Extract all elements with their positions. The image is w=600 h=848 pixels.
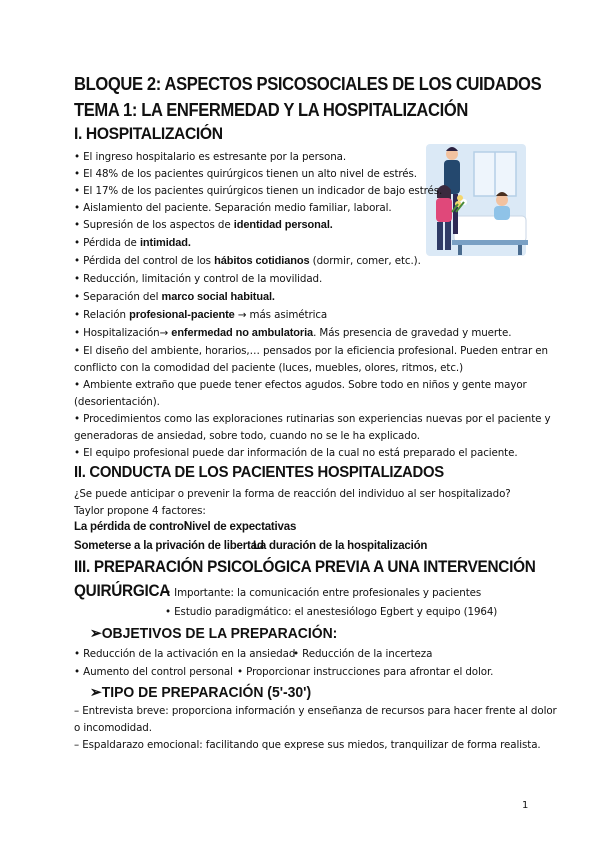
bullet-1: • El ingreso hospitalario es estresante por la persona. xyxy=(74,151,347,163)
section-2-heading: II. CONDUCTA DE LOS PACIENTES HOSPITALIZADOS xyxy=(74,464,444,481)
bullet-2: • El 48% de los pacientes quirúrgicos tienen un alto nivel de estrés. xyxy=(74,168,417,180)
bullet-5: • Supresión de los aspectos de identidad personal. xyxy=(74,219,333,231)
type-1-line-1: – Entrevista breve: proporciona información y enseñanza de recursos para hacer frente al dolor xyxy=(74,705,557,717)
tema-title: TEMA 1: LA ENFERMEDAD Y LA HOSPITALIZACIÓN xyxy=(74,100,468,120)
type-2: – Espaldarazo emocional: facilitando que exprese sus miedos, tranquilizar de forma realista. xyxy=(74,739,541,751)
section-1-heading: I. HOSPITALIZACIÓN xyxy=(74,124,223,143)
bullet-13-line-1: • Ambiente extraño que puede tener efectos agudos. Sobre todo en niños y gente mayor xyxy=(74,379,527,391)
bullet-14-line-2: generadoras de ansiedad, sobre todo, cuando no se le ha explicado. xyxy=(74,430,420,442)
type-1-line-2: o incomodidad. xyxy=(74,722,152,734)
section-3-heading-line-1: III. PREPARACIÓN PSICOLÓGICA PREVIA A UNA INTERVENCIÓN xyxy=(74,558,536,576)
taylor-line: Taylor propone 4 factores: xyxy=(74,505,206,517)
bullet-12-line-1: • El diseño del ambiente, horarios,… pensados por la eficiencia profesional. Pueden entrar en xyxy=(74,345,548,357)
bullet-3: • El 17% de los pacientes quirúrgicos tienen un indicador de bajo estrés. xyxy=(74,185,443,197)
factor-2: Nivel de expectativas xyxy=(184,521,297,533)
factor-3: Someterse a la privación de libertad xyxy=(74,540,264,552)
bullet-15: • El equipo profesional puede dar información de la cual no está preparado el paciente. xyxy=(74,447,518,459)
preparation-type-heading: ➢TIPO DE PREPARACIÓN (5'-30') xyxy=(90,684,312,701)
page-number: 1 xyxy=(522,800,529,811)
bullet-14-line-1: • Procedimientos como las exploraciones rutinarias son experiencias nuevas por el paciente y xyxy=(74,413,551,425)
importance-bullet: • Importante: la comunicación entre profesionales y pacientes xyxy=(165,587,482,599)
bullet-9: • Separación del marco social habitual. xyxy=(74,291,275,303)
bullet-7: • Pérdida del control de los hábitos cotidianos (dormir, comer, etc.). xyxy=(74,255,421,267)
section-3-heading-line-2: QUIRÚRGICA xyxy=(74,582,171,600)
study-bullet: • Estudio paradigmático: el anestesiólogo Egbert y equipo (1964) xyxy=(165,606,498,618)
factor-4: La duración de la hospitalización xyxy=(253,540,428,552)
question-line: ¿Se puede anticipar o prevenir la forma de reacción del individuo al ser hospitalizado? xyxy=(74,488,511,500)
objective-1: • Reducción de la activación en la ansiedad xyxy=(74,648,296,660)
bullet-4: • Aislamiento del paciente. Separación medio familiar, laboral. xyxy=(74,202,392,214)
bullet-12-line-2: conflicto con la comodidad del paciente (luces, muebles, olores, ritmos, etc.) xyxy=(74,362,463,374)
bullet-11: • Hospitalización→ enfermedad no ambulatoria. Más presencia de gravedad y muerte. xyxy=(74,327,512,339)
bullet-8: • Reducción, limitación y control de la movilidad. xyxy=(74,273,323,285)
objective-2: • Reducción de la incerteza xyxy=(293,648,433,660)
objective-4: • Proporcionar instrucciones para afrontar el dolor. xyxy=(237,666,494,678)
factor-1: La pérdida de control xyxy=(74,521,187,533)
bullet-10: • Relación profesional-paciente → más asimétrica xyxy=(74,309,328,321)
objective-3: • Aumento del control personal xyxy=(74,666,233,678)
block-title: BLOQUE 2: ASPECTOS PSICOSOCIALES DE LOS CUIDADOS xyxy=(74,74,542,94)
bullet-6: • Pérdida de intimidad. xyxy=(74,237,191,249)
bullet-13-line-2: (desorientación). xyxy=(74,396,160,408)
hospital-visit-illustration xyxy=(424,138,530,258)
objectives-heading: ➢OBJETIVOS DE LA PREPARACIÓN: xyxy=(90,625,338,642)
